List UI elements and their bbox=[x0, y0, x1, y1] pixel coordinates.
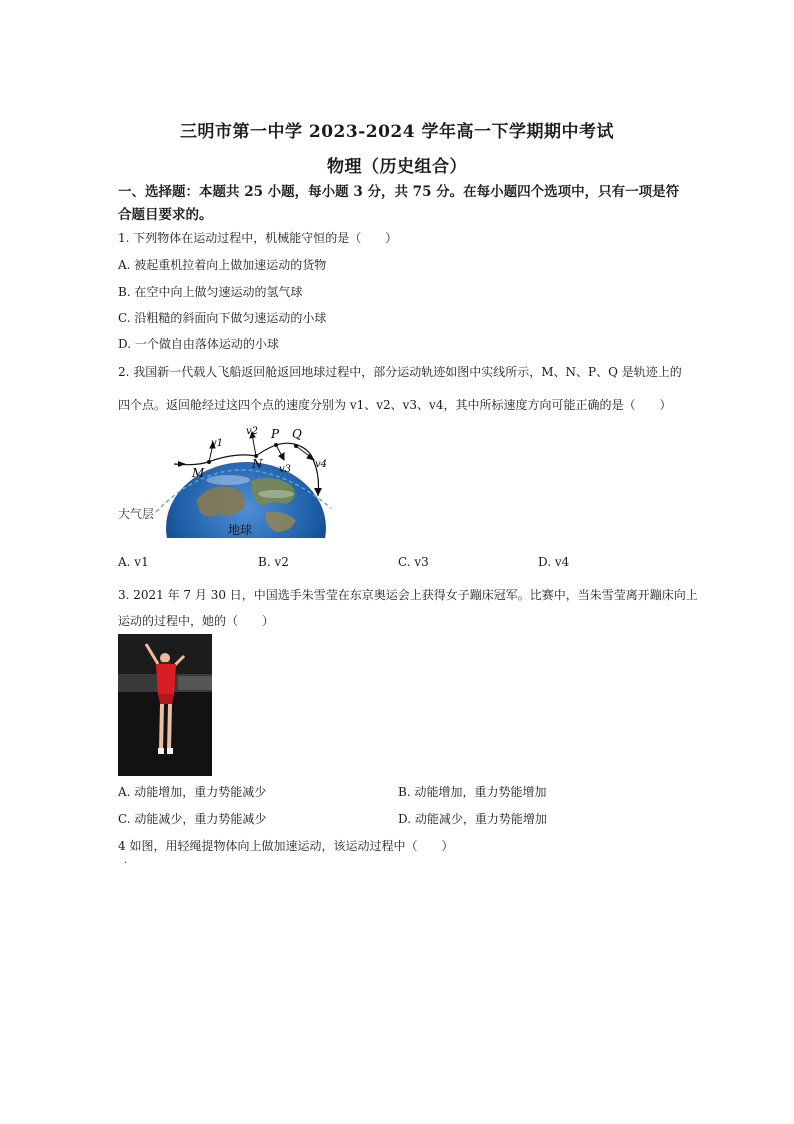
velocity-label-v2: v2 bbox=[246, 426, 259, 437]
velocity-label-v4: v4 bbox=[315, 459, 328, 470]
atmosphere-label: 大气层 bbox=[118, 507, 155, 521]
q3-option-d: D. 动能减少，重力势能增加 bbox=[398, 812, 547, 826]
earth-label: 地球 bbox=[228, 523, 253, 537]
q3-option-a: A. 动能增加，重力势能减少 bbox=[118, 785, 267, 799]
point-label-m: M bbox=[192, 466, 205, 480]
q3-stem-line1: 3. 2021 年 7 月 30 日，中国选手朱雪莹在东京奥运会上获得女子蹦床冠军。比赛中，当朱雪莹离开蹦床向上 bbox=[118, 588, 698, 602]
point-label-q: Q bbox=[292, 427, 302, 441]
exam-subtitle: 物理（历史组合） bbox=[327, 157, 467, 177]
q3-stem-line2: 运动的过程中，她的（ ） bbox=[118, 614, 275, 628]
trampoline-athlete-photo bbox=[118, 634, 212, 776]
exam-title: 三明市第一中学 2023-2024 学年高一下学期期中考试 bbox=[179, 122, 615, 142]
q1-option-b: B. 在空中向上做匀速运动的氢气球 bbox=[118, 285, 303, 299]
q1-option-c: C. 沿粗糙的斜面向下做匀速运动的小球 bbox=[118, 311, 327, 325]
q2-option-d: D. v4 bbox=[538, 555, 570, 569]
velocity-label-v3: v3 bbox=[279, 464, 292, 475]
q2-stem-line1: 2. 我国新一代载人飞船返回舱返回地球过程中，部分运动轨迹如图中实线所示，M、N、P、Q 是轨迹上的 bbox=[118, 365, 682, 379]
q1-option-a: A. 被起重机拉着向上做加速运动的货物 bbox=[118, 258, 327, 272]
q4-stem: 4 如图，用轻绳提物体向上做加速运动，该运动过程中（ ） bbox=[118, 839, 454, 853]
q2-option-a: A. v1 bbox=[118, 555, 149, 569]
velocity-label-v1: v1 bbox=[211, 438, 224, 449]
q4-number-mark: . bbox=[124, 855, 128, 866]
q3-option-c: C. 动能减少，重力势能减少 bbox=[118, 812, 267, 826]
q1-option-d: D. 一个做自由落体运动的小球 bbox=[118, 337, 279, 351]
q1-stem: 1. 下列物体在运动过程中，机械能守恒的是（ ） bbox=[118, 231, 398, 245]
q2-option-c: C. v3 bbox=[398, 555, 429, 569]
q3-option-b: B. 动能增加，重力势能增加 bbox=[398, 785, 547, 799]
point-label-p: P bbox=[271, 427, 280, 441]
q2-option-b: B. v2 bbox=[258, 555, 289, 569]
section-heading: 一、选择题：本题共 25 小题，每小题 3 分，共 75 分。在每小题四个选项中，只有一项是符合题目要求的。 bbox=[118, 184, 680, 223]
point-label-n: N bbox=[252, 457, 263, 471]
q2-stem-line2: 四个点。返回舱经过这四个点的速度分别为 v1、v2、v3、v4，其中所标速度方向可能正确的是（ ） bbox=[118, 398, 672, 412]
reentry-trajectory-figure bbox=[116, 420, 336, 538]
